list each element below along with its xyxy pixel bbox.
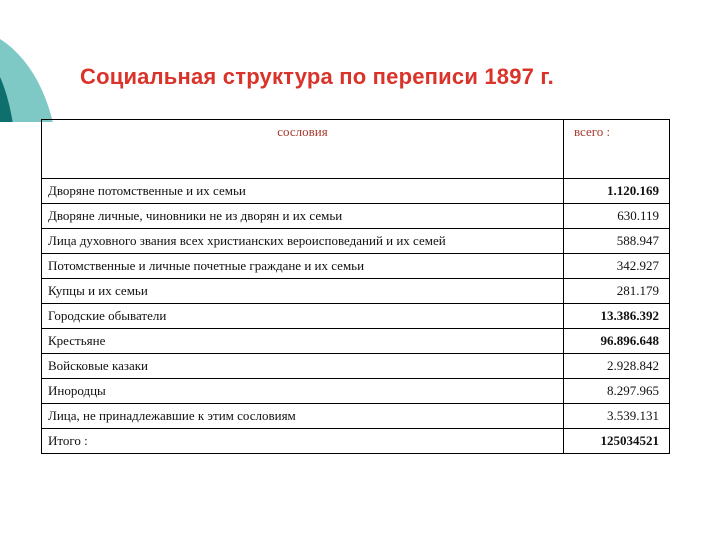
row-estate-name: Итого : — [42, 429, 564, 454]
row-total-value: 13.386.392 — [564, 304, 670, 329]
table-row — [42, 229, 670, 254]
row-total-value: 630.119 — [564, 204, 670, 229]
table-row — [42, 204, 670, 229]
row-total-value: 125034521 — [564, 429, 670, 454]
row-estate-name: Лица духовного звания всех христианских вероисповеданий и их семей — [42, 229, 564, 254]
row-estate-name: Дворяне личные, чиновники не из дворян и их семьи — [42, 204, 564, 229]
table-row — [42, 279, 670, 304]
table-row — [42, 329, 670, 354]
row-estate-name: Крестьяне — [42, 329, 564, 354]
row-total-value: 3.539.131 — [564, 404, 670, 429]
table-header-row — [42, 120, 670, 179]
table-row — [42, 429, 670, 454]
row-estate-name: Войсковые казаки — [42, 354, 564, 379]
header-estate: сословия — [42, 120, 564, 179]
row-estate-name: Инородцы — [42, 379, 564, 404]
row-total-value: 8.297.965 — [564, 379, 670, 404]
table-row — [42, 254, 670, 279]
row-total-value: 96.896.648 — [564, 329, 670, 354]
page-title: Социальная структура по переписи 1897 г. — [80, 64, 554, 89]
header-total: всего : — [564, 120, 670, 179]
table-row — [42, 404, 670, 429]
row-estate-name: Дворяне потомственные и их семьи — [42, 179, 564, 204]
row-total-value: 342.927 — [564, 254, 670, 279]
row-estate-name: Лица, не принадлежавшие к этим сословиям — [42, 404, 564, 429]
row-total-value: 2.928.842 — [564, 354, 670, 379]
row-estate-name: Купцы и их семьи — [42, 279, 564, 304]
row-estate-name: Потомственные и личные почетные граждане и их семьи — [42, 254, 564, 279]
row-total-value: 281.179 — [564, 279, 670, 304]
row-total-value: 1.120.169 — [564, 179, 670, 204]
table-row — [42, 179, 670, 204]
table-row — [42, 379, 670, 404]
row-estate-name: Городские обыватели — [42, 304, 564, 329]
census-table-container — [41, 119, 669, 454]
table-row — [42, 304, 670, 329]
census-table — [41, 119, 670, 454]
row-total-value: 588.947 — [564, 229, 670, 254]
table-row — [42, 354, 670, 379]
